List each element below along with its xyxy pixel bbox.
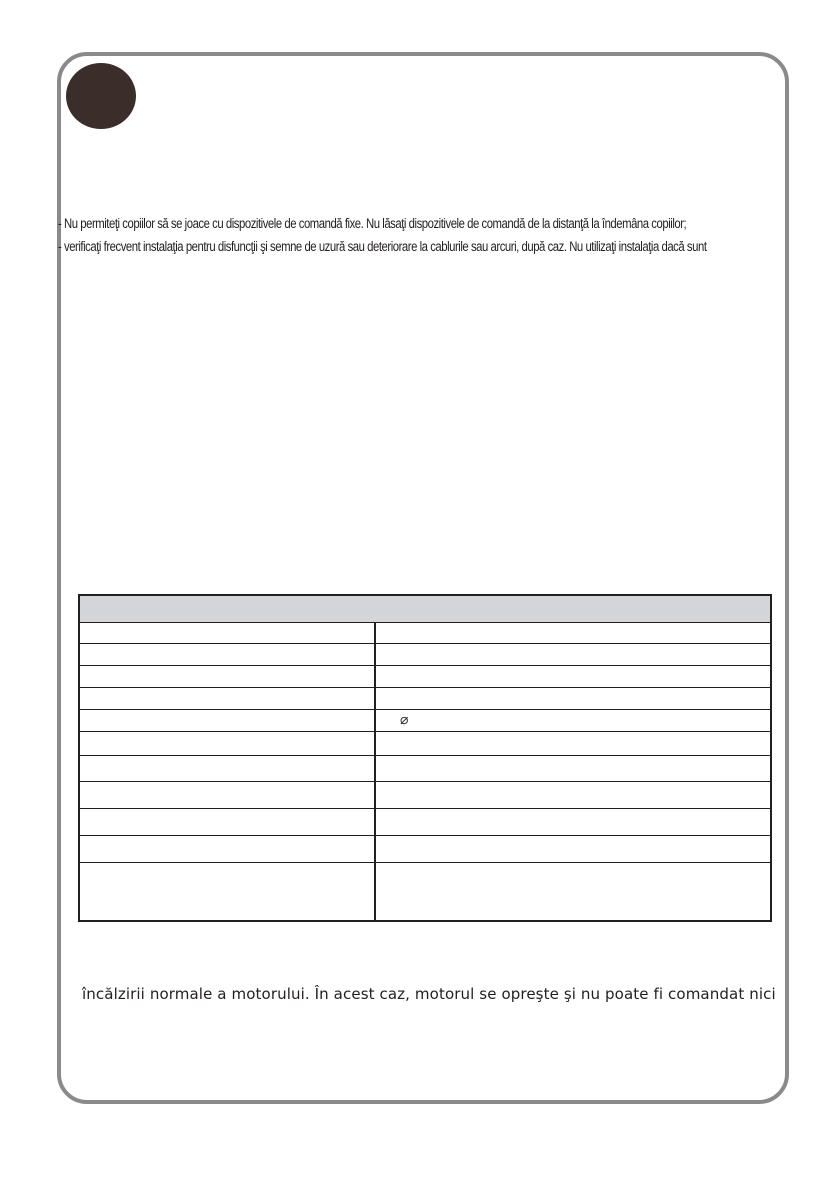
- spec-value-cell: [376, 756, 770, 781]
- technical-specs-table: [78, 594, 772, 922]
- motor-overheat-note: încălzirii normale a motorului. În acest caz, motorul se opreşte şi nu poate fi comandat nici: [82, 985, 776, 1003]
- table-row: [80, 809, 770, 836]
- table-row: [80, 644, 770, 666]
- table-row: [80, 836, 770, 863]
- table-row: [80, 666, 770, 688]
- spec-label-cell: [80, 809, 376, 835]
- spec-value-cell: [376, 732, 770, 755]
- spec-label-cell: [80, 836, 376, 862]
- spec-label-cell: [80, 623, 376, 643]
- table-row: [80, 863, 770, 920]
- spec-label-cell: [80, 756, 376, 781]
- spec-value-cell: [376, 623, 770, 643]
- spec-value-cell: [376, 809, 770, 835]
- spec-value-cell: [376, 710, 770, 731]
- spec-label-cell: [80, 732, 376, 755]
- table-row: [80, 732, 770, 756]
- page-frame: [57, 52, 789, 1104]
- spec-value-cell: [376, 688, 770, 709]
- spec-label-cell: [80, 644, 376, 665]
- spec-table-header: [80, 596, 770, 623]
- spec-value-cell: [376, 863, 770, 920]
- warning-line-2: - verificaţi frecvent instalaţia pentru disfuncţii şi semne de uzură sau deteriorare la cablurile sau arcuri, după caz. Nu utilizaţi instalaţia dacă sunt: [58, 239, 707, 254]
- spec-value-cell: [376, 666, 770, 687]
- table-row: [80, 782, 770, 809]
- spec-label-cell: [80, 863, 376, 920]
- table-row: [80, 688, 770, 710]
- section-number-badge: [66, 63, 136, 129]
- table-row: [80, 756, 770, 782]
- spec-label-cell: [80, 688, 376, 709]
- table-row: [80, 710, 770, 732]
- spec-label-cell: [80, 666, 376, 687]
- spec-label-cell: [80, 710, 376, 731]
- table-row: [80, 623, 770, 644]
- warning-line-1: - Nu permiteţi copiilor să se joace cu dispozitivele de comandă fixe. Nu lăsaţi dispozitivele de comandă de la distanţă la îndemâna copiilor;: [58, 216, 687, 231]
- spec-value-cell: [376, 836, 770, 862]
- spec-value-cell: [376, 644, 770, 665]
- diameter-icon: ⌀: [400, 711, 409, 727]
- spec-value-cell: [376, 782, 770, 808]
- spec-label-cell: [80, 782, 376, 808]
